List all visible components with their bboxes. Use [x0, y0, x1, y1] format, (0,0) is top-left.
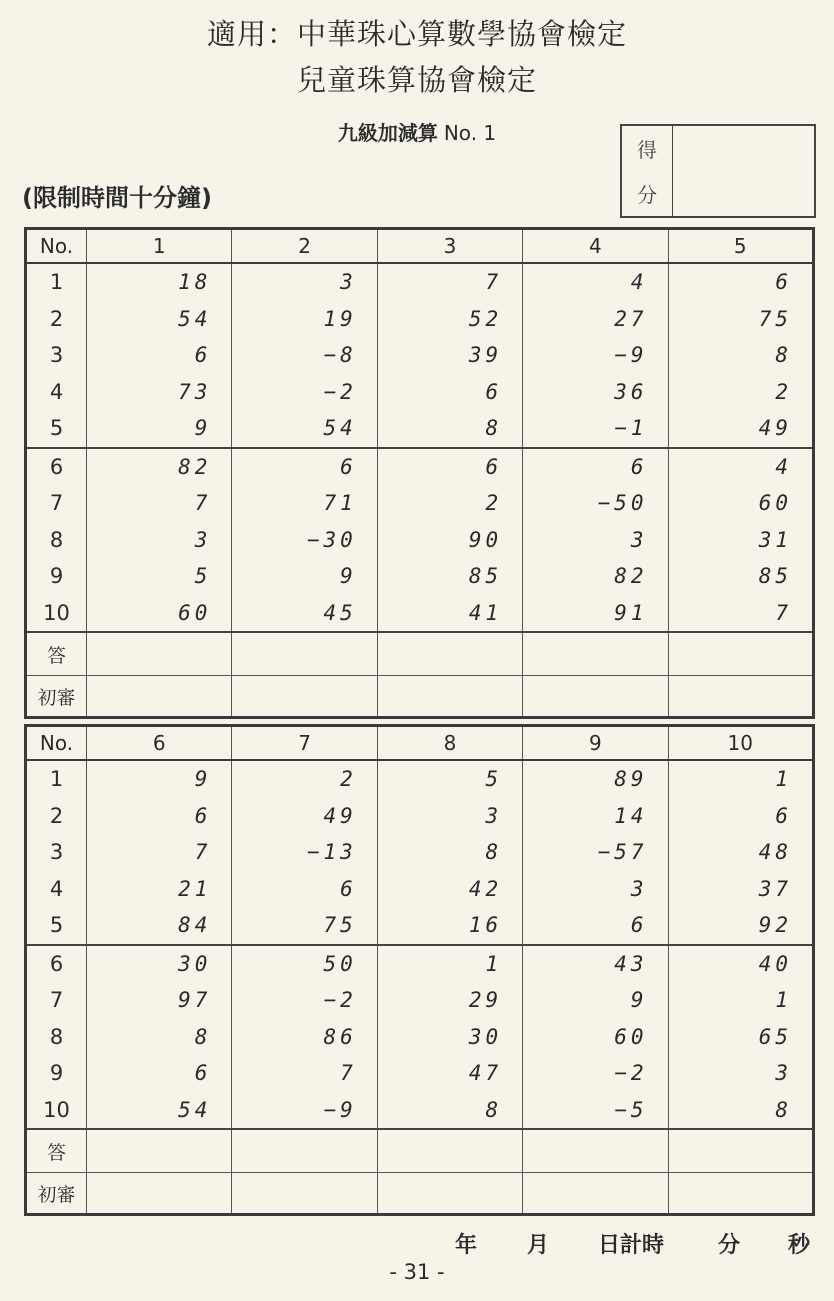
problem-value: 21	[87, 871, 232, 908]
problem-value: 9	[87, 410, 232, 448]
problem-value: 54	[232, 410, 377, 448]
problem-value: 89	[523, 760, 668, 798]
problem-value: 8	[377, 834, 522, 871]
table-row	[26, 263, 814, 301]
review-cell[interactable]	[87, 676, 232, 718]
table-row	[26, 485, 814, 522]
page-number: - 31 -	[389, 1260, 445, 1284]
problem-value: −1	[523, 410, 668, 448]
problem-value: 5	[87, 558, 232, 595]
problem-value: 6	[377, 374, 522, 411]
column-header: 5	[668, 229, 813, 264]
table-row	[26, 337, 814, 374]
column-header: 9	[523, 726, 668, 761]
problem-value: 3	[377, 798, 522, 835]
table-row	[26, 907, 814, 945]
problem-value: 73	[87, 374, 232, 411]
problem-value: 7	[87, 485, 232, 522]
problem-value: 2	[668, 374, 813, 411]
problem-value: 39	[377, 337, 522, 374]
problem-value: 3	[87, 522, 232, 559]
answer-row	[26, 1129, 814, 1173]
table-row	[26, 522, 814, 559]
footer-month: 月	[527, 1233, 550, 1258]
problem-value: −5	[523, 1092, 668, 1130]
header-row	[26, 229, 814, 264]
problem-value: −2	[523, 1055, 668, 1092]
problem-value: 6	[668, 798, 813, 835]
problem-value: 49	[232, 798, 377, 835]
problem-value: 14	[523, 798, 668, 835]
review-cell[interactable]	[523, 1173, 668, 1215]
row-number: 1	[26, 263, 87, 301]
problem-value: 7	[377, 263, 522, 301]
answer-label: 答	[26, 1129, 87, 1173]
row-number: 6	[26, 448, 87, 486]
table-row	[26, 871, 814, 908]
problem-value: 6	[87, 798, 232, 835]
header-no-label: No.	[26, 726, 87, 761]
table-row	[26, 410, 814, 448]
problem-value: 8	[668, 337, 813, 374]
row-number: 4	[26, 374, 87, 411]
table-row	[26, 982, 814, 1019]
problem-value: 54	[87, 301, 232, 338]
row-number: 2	[26, 798, 87, 835]
table-row	[26, 945, 814, 983]
row-number: 5	[26, 907, 87, 945]
problem-value: 4	[668, 448, 813, 486]
problem-value: 71	[232, 485, 377, 522]
problem-table-2	[24, 724, 815, 1216]
row-number: 10	[26, 595, 87, 633]
title-line2: 兒童珠算協會檢定	[296, 63, 537, 97]
column-header: 6	[87, 726, 232, 761]
review-label: 初審	[26, 676, 87, 718]
answer-cell[interactable]	[668, 632, 813, 676]
column-header: 1	[87, 229, 232, 264]
answer-cell[interactable]	[232, 1129, 377, 1173]
problem-value: 6	[668, 263, 813, 301]
score-label	[622, 126, 673, 216]
row-number: 9	[26, 1055, 87, 1092]
problem-value: 92	[668, 907, 813, 945]
problem-value: 85	[668, 558, 813, 595]
problem-value: 1	[377, 945, 522, 983]
problem-table-1	[24, 227, 815, 719]
problem-value: 6	[232, 448, 377, 486]
review-row	[26, 676, 814, 718]
row-number: 2	[26, 301, 87, 338]
problem-value: 30	[87, 945, 232, 983]
problem-value: 5	[377, 760, 522, 798]
review-cell[interactable]	[377, 1173, 522, 1215]
footer-year: 年	[455, 1233, 478, 1258]
table-row	[26, 760, 814, 798]
subtitle-number: No. 1	[443, 121, 497, 145]
answer-cell[interactable]	[377, 1129, 522, 1173]
problem-value: 8	[668, 1092, 813, 1130]
review-row	[26, 1173, 814, 1215]
problem-value: 60	[523, 1019, 668, 1056]
table-row	[26, 595, 814, 633]
problem-value: 8	[377, 410, 522, 448]
problem-value: 45	[232, 595, 377, 633]
problem-value: 85	[377, 558, 522, 595]
problem-value: 1	[668, 760, 813, 798]
row-number: 5	[26, 410, 87, 448]
problem-value: −57	[523, 834, 668, 871]
problem-value: 3	[523, 871, 668, 908]
problem-value: 91	[523, 595, 668, 633]
problem-value: 6	[87, 1055, 232, 1092]
problem-value: 52	[377, 301, 522, 338]
problem-value: −13	[232, 834, 377, 871]
answer-label: 答	[26, 632, 87, 676]
row-number: 6	[26, 945, 87, 983]
column-header: 7	[232, 726, 377, 761]
review-cell[interactable]	[377, 676, 522, 718]
problem-value: 50	[232, 945, 377, 983]
problem-value: 9	[87, 760, 232, 798]
row-number: 8	[26, 1019, 87, 1056]
problem-value: 82	[87, 448, 232, 486]
problem-value: 6	[377, 448, 522, 486]
problem-value: 6	[523, 907, 668, 945]
column-header: 10	[668, 726, 813, 761]
problem-value: 6	[87, 337, 232, 374]
problem-value: 16	[377, 907, 522, 945]
row-number: 1	[26, 760, 87, 798]
problem-value: −2	[232, 374, 377, 411]
review-cell[interactable]	[87, 1173, 232, 1215]
problem-value: 43	[523, 945, 668, 983]
column-header: 3	[377, 229, 522, 264]
problem-value: 86	[232, 1019, 377, 1056]
problem-value: 9	[523, 982, 668, 1019]
problem-value: 4	[523, 263, 668, 301]
row-number: 10	[26, 1092, 87, 1130]
problem-value: 75	[668, 301, 813, 338]
problem-value: 7	[87, 834, 232, 871]
problem-value: 18	[87, 263, 232, 301]
review-cell[interactable]	[232, 676, 377, 718]
review-cell[interactable]	[668, 676, 813, 718]
row-number: 4	[26, 871, 87, 908]
header-no-label: No.	[26, 229, 87, 264]
answer-cell[interactable]	[668, 1129, 813, 1173]
footer-day-timing: 日計時	[598, 1233, 665, 1258]
table-row	[26, 1092, 814, 1130]
answer-cell[interactable]	[232, 632, 377, 676]
problem-value: 75	[232, 907, 377, 945]
problem-value: 9	[232, 558, 377, 595]
column-header: 4	[523, 229, 668, 264]
row-number: 3	[26, 337, 87, 374]
problem-value: 65	[668, 1019, 813, 1056]
problem-value: −8	[232, 337, 377, 374]
footer-minutes: 分	[718, 1233, 741, 1258]
time-limit: (限制時間十分鐘)	[22, 184, 212, 212]
problem-value: 8	[87, 1019, 232, 1056]
problem-value: 2	[377, 485, 522, 522]
problem-value: −9	[232, 1092, 377, 1130]
problem-value: −50	[523, 485, 668, 522]
problem-value: 84	[87, 907, 232, 945]
answer-cell[interactable]	[87, 1129, 232, 1173]
table-row	[26, 1019, 814, 1056]
problem-value: 3	[523, 522, 668, 559]
timing-footer	[0, 1228, 834, 1258]
problem-value: 31	[668, 522, 813, 559]
score-label-top: 得	[637, 138, 657, 162]
problem-value: 3	[668, 1055, 813, 1092]
answer-cell[interactable]	[523, 632, 668, 676]
review-cell[interactable]	[523, 676, 668, 718]
problem-value: 6	[232, 871, 377, 908]
problem-value: 60	[87, 595, 232, 633]
problem-value: 60	[668, 485, 813, 522]
footer-seconds: 秒	[788, 1233, 811, 1258]
problem-value: −9	[523, 337, 668, 374]
table-row	[26, 834, 814, 871]
table-row	[26, 301, 814, 338]
table-row	[26, 374, 814, 411]
title-line1: 適用：中華珠心算數學協會檢定	[206, 17, 627, 51]
problem-value: 19	[232, 301, 377, 338]
problem-value: −30	[232, 522, 377, 559]
problem-value: 6	[523, 448, 668, 486]
score-label-bottom: 分	[637, 183, 657, 207]
problem-value: 29	[377, 982, 522, 1019]
review-cell[interactable]	[232, 1173, 377, 1215]
review-cell[interactable]	[668, 1173, 813, 1215]
table-row	[26, 558, 814, 595]
problem-value: 30	[377, 1019, 522, 1056]
table-row	[26, 1055, 814, 1092]
row-number: 3	[26, 834, 87, 871]
header-row	[26, 726, 814, 761]
subtitle-text: 九級加減算	[337, 121, 438, 145]
table-row	[26, 798, 814, 835]
problem-value: 48	[668, 834, 813, 871]
problem-value: 97	[87, 982, 232, 1019]
table-row	[26, 448, 814, 486]
row-number: 7	[26, 485, 87, 522]
problem-value: 90	[377, 522, 522, 559]
problem-value: 41	[377, 595, 522, 633]
score-box	[620, 124, 816, 218]
row-number: 8	[26, 522, 87, 559]
problem-value: 8	[377, 1092, 522, 1130]
problem-value: 54	[87, 1092, 232, 1130]
answer-row	[26, 632, 814, 676]
problem-value: 40	[668, 945, 813, 983]
problem-value: 42	[377, 871, 522, 908]
problem-value: 27	[523, 301, 668, 338]
problem-value: 37	[668, 871, 813, 908]
row-number: 9	[26, 558, 87, 595]
row-number: 7	[26, 982, 87, 1019]
column-header: 8	[377, 726, 522, 761]
answer-cell[interactable]	[523, 1129, 668, 1173]
problem-value: 47	[377, 1055, 522, 1092]
problem-value: 36	[523, 374, 668, 411]
column-header: 2	[232, 229, 377, 264]
answer-cell[interactable]	[377, 632, 522, 676]
answer-cell[interactable]	[87, 632, 232, 676]
problem-value: 2	[232, 760, 377, 798]
problem-value: 1	[668, 982, 813, 1019]
problem-value: 49	[668, 410, 813, 448]
problem-value: 7	[668, 595, 813, 633]
score-field[interactable]	[673, 126, 814, 216]
problem-value: −2	[232, 982, 377, 1019]
problem-value: 3	[232, 263, 377, 301]
review-label: 初審	[26, 1173, 87, 1215]
problem-value: 82	[523, 558, 668, 595]
problem-value: 7	[232, 1055, 377, 1092]
